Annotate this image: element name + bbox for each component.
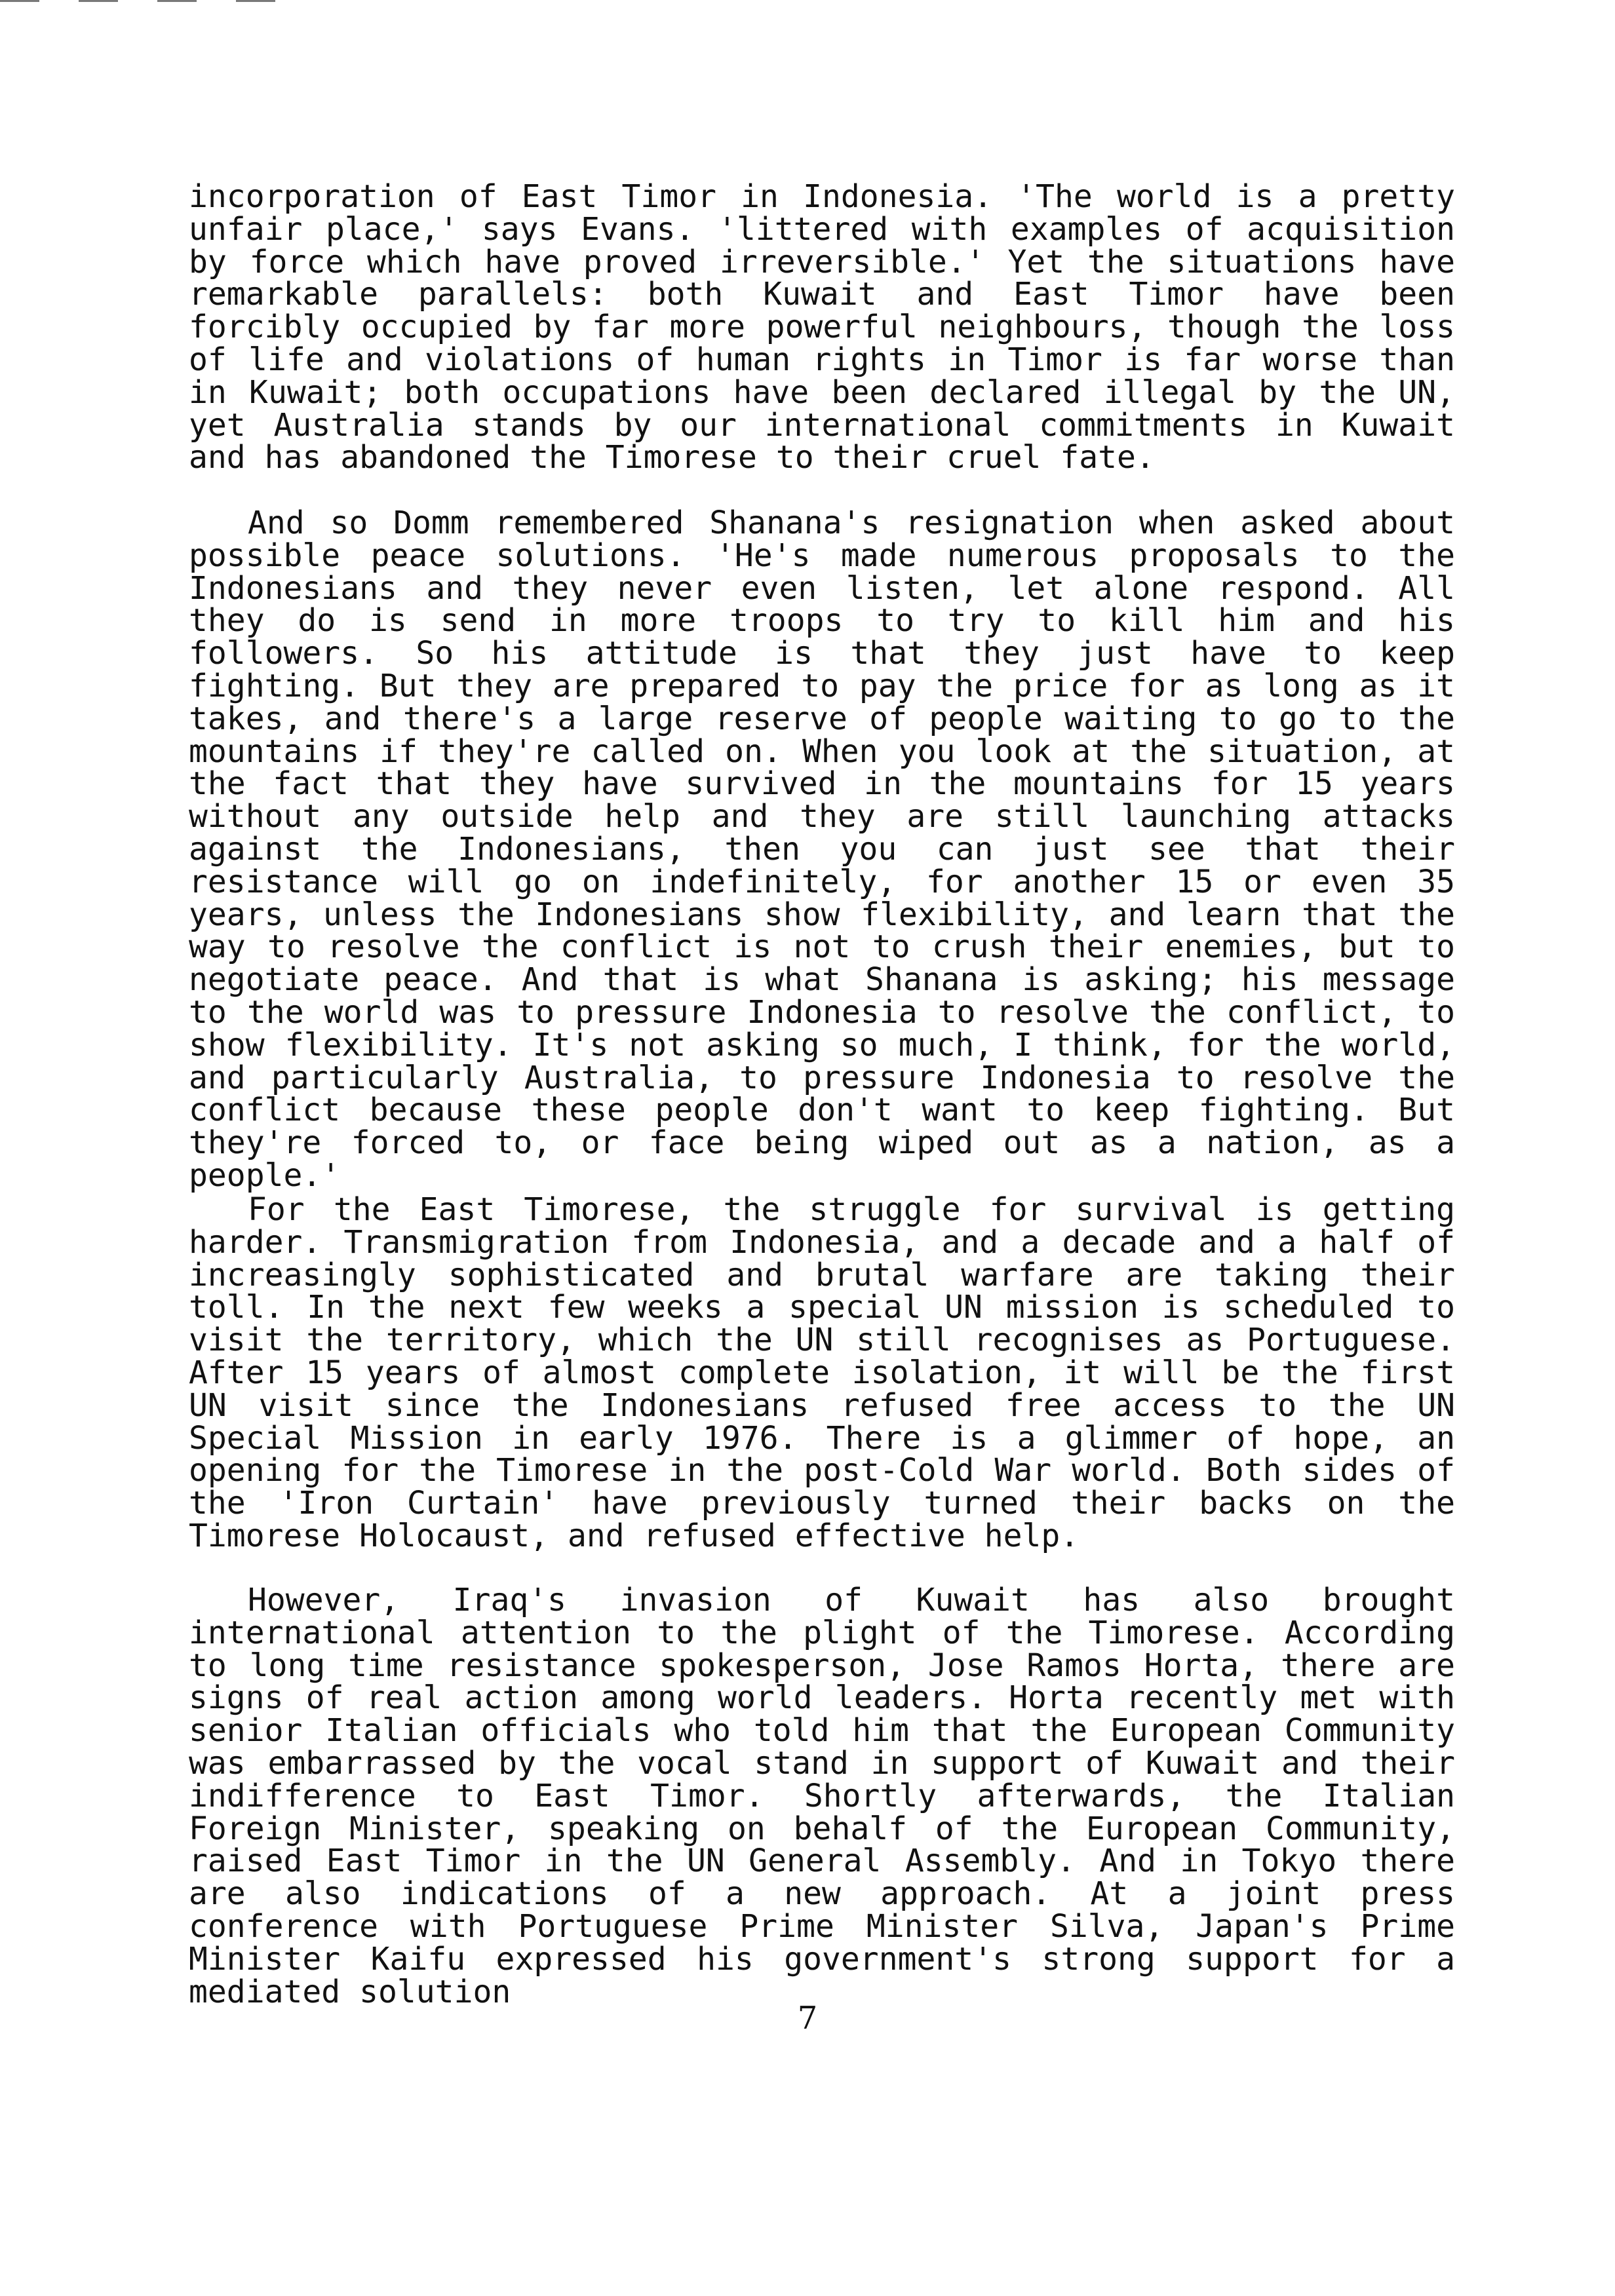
paragraph-text: For the East Timorese, the struggle for survival is getting harder. Transmigration from Indonesia, and a decade and a half of increasingly sophisticated and brutal warfare are taking their toll. In the next few weeks a special UN mission is scheduled to visit the territory, which the UN still recognises as Portuguese. After 15 years of almost complete isolation, it will be the first UN visit since the Indonesians refused free access to the UN Special Mission in early 1976. There is a glimmer of hope, an opening for the Timorese in the post-Cold War world. Both sides of the 'Iron Curtain' have previously turned their backs on the Timorese Holocaust, and refused effective help. xyxy=(189,1191,1455,1554)
paragraph-text: However, Iraq's invasion of Kuwait has also brought international attention to the plight of the Timorese. According to long time resistance spokesperson, Jose Ramos Horta, there are signs of real action among world leaders. Horta recently met with senior Italian officials who told him that the European Community was embarrassed by the vocal stand in support of Kuwait and their indifference to East Timor. Shortly afterwards, the Italian Foreign Minister, speaking on behalf of the European Community, raised East Timor in the UN General Assembly. And in Tokyo there are also indications of a new approach. At a joint press conference with Portuguese Prime Minister Silva, Japan's Prime Minister Kaifu expressed his government's strong support for a mediated solution xyxy=(189,1582,1455,2010)
paragraph-continuation xyxy=(189,178,1455,476)
paragraph-text: And so Domm remembered Shanana's resignation when asked about possible peace solutions. 'He's made numerous proposals to the Indonesians and they never even listen, let alone respond. All they do is send in more troops to try to kill him and his followers. So his attitude is that they just have to keep fighting. But they are prepared to pay the price for as long as it takes, and there's a large reserve of people waiting to go to the mountains if they're called on. When you look at the situation, at the fact that they have survived in the mountains for 15 years without any outside help and they are still launching attacks against the Indonesians, then you can just see that their resistance will go on indefinitely, for another 15 or even 35 years, unless the Indonesians show flexibility, and learn that the way to resolve the conflict is not to crush their enemies, but to negotiate peace. And that is what Shanana is asking; his message to the world was to pressure Indonesia to resolve the conflict, to show flexibility. It's not asking so much, I think, for the world, and particularly Australia, to pressure Indonesia to resolve the conflict because these people don't want to keep fighting. But they're forced to, or face being wiped out as a nation, as a people.' xyxy=(189,505,1455,1194)
scan-artifact xyxy=(0,0,275,2)
page-number: 7 xyxy=(797,2000,818,2037)
paragraph-international-attention xyxy=(189,1584,1455,2008)
paragraph-text: incorporation of East Timor in Indonesia. 'The world is a pretty unfair place,' says Evans. 'littered with examples of acquisition by force which have proved irreversible.' Yet the situations have remarkable parallels: both Kuwait and East Timor have been forcibly occupied by far more powerful neighbours, though the loss of life and violations of human rights in Timor is far worse than in Kuwait; both occupations have been declared illegal by the UN, yet Australia stands by our international commitments in Kuwait and has abandoned the Timorese to their cruel fate. xyxy=(189,178,1455,476)
paragraph-un-mission xyxy=(189,1191,1455,1554)
paragraph-domm-quote xyxy=(189,507,1455,1193)
